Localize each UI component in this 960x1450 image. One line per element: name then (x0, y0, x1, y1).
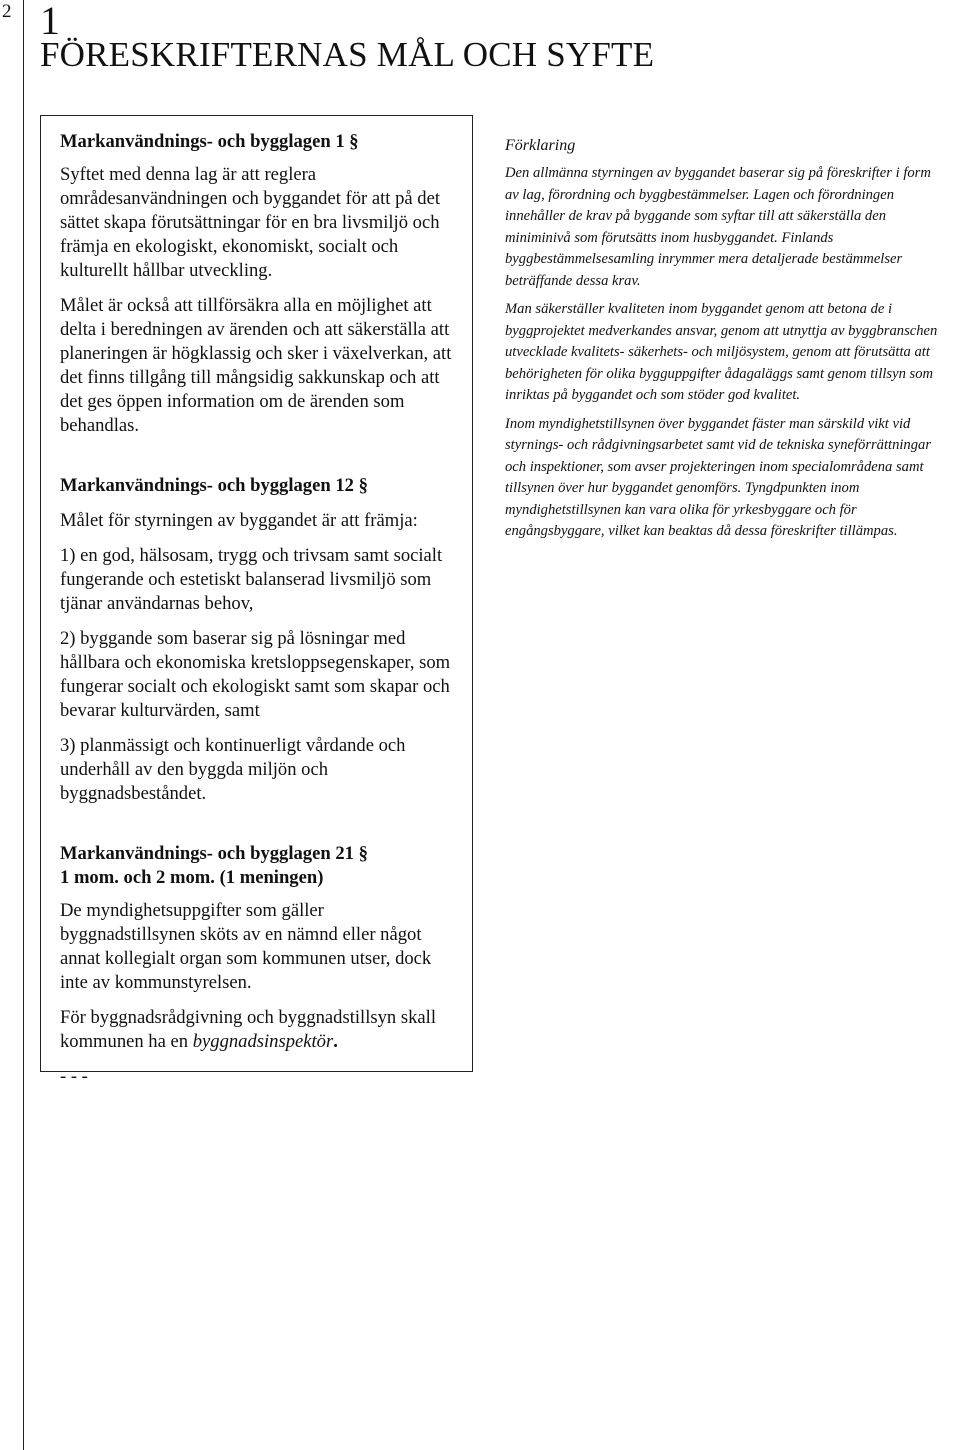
paragraph-end: . (333, 1031, 338, 1052)
commentary-paragraph: Man säkerställer kvaliteten inom byggandet genom att betona de i byggprojektet medverkandes ansvar, genom att utnyttja av byggbranschen utvecklade kvalitets- säkerhets- och miljösystem, genom att förutsätta att behörigheten för olika bygguppgifter ådagaläggs samt genom tillsyn som inriktas på byggandet och som stöder god kvalitet. (505, 301, 938, 403)
statute-paragraph: Målet för styrningen av byggandet är att främja: (60, 510, 418, 531)
section-heading: Markanvändnings- och bygglagen 1 § (60, 131, 359, 152)
emphasized-term: byggnadsinspektör (192, 1031, 334, 1052)
statute-paragraph: Syftet med denna lag är att reglera områdesanvändningen och byggandet för att på det sättet skapa förutsättningar för en bra livsmiljö och främja en ekologiskt, ekonomiskt, socialt och kulturellt hållbar utveckling. (60, 164, 441, 281)
section-subheading: 1 mom. och 2 mom. (1 meningen) (60, 867, 324, 888)
statute-box (40, 115, 473, 1087)
paragraph-text: För byggnadsrådgivning och byggnadstillsyn skall kommunen ha en (60, 1007, 436, 1052)
commentary-heading: Förklaring (505, 137, 576, 154)
chapter-title: FÖRESKRIFTERNAS MÅL OCH SYFTE (40, 35, 655, 74)
statute-section-12 (60, 474, 460, 806)
statute-section-1 (60, 130, 460, 438)
statute-list-item: 2) byggande som baserar sig på lösningar med hållbara och ekonomiska kretsloppsegenskaper, som fungerar socialt och ekologiskt samt som skapar och bevarar kulturvärden, samt (60, 628, 451, 721)
chapter-number: 1 (40, 0, 60, 43)
statute-paragraph: De myndighetsuppgifter som gäller byggnadstillsynen sköts av en nämnd eller något annat kollegialt organ som kommunen utser, dock inte av kommunstyrelsen. (60, 900, 432, 993)
statute-paragraph: Målet är också att tillförsäkra alla en möjlighet att delta i beredningen av ärenden och att säkerställa att planeringen är högklassig och sker i växelverkan, att det finns tillgång till mångsidig sakkunskap och att det ges öppen information om de ärenden som behandlas. (60, 295, 452, 436)
statute-list-item: 3) planmässigt och kontinuerligt vårdande och underhåll av den byggda miljön och byggnadsbeståndet. (60, 735, 406, 804)
statute-paragraph (60, 1006, 460, 1054)
statute-list-item: 1) en god, hälsosam, trygg och trivsam samt socialt fungerande och estetiskt balanserad livsmiljö som tjänar användarnas behov, (60, 545, 443, 614)
commentary-paragraph: Den allmänna styrningen av byggandet baserar sig på föreskrifter i form av lag, förordning och byggbestämmelser. Lagen och förordningen innehåller de krav på byggande som syftar till att säkerställa den miniminivå som förutsätts inom husbyggandet. Finlands byggbestämmelsesamling inrymmer mera detaljerade bestämmelser beträffande dessa krav. (505, 165, 931, 289)
section-heading: Markanvändnings- och bygglagen 21 § (60, 843, 368, 864)
margin-rule (23, 0, 24, 1450)
page-number: 2 (2, 1, 12, 22)
ellipsis-marker: - - - (60, 1066, 88, 1087)
section-heading: Markanvändnings- och bygglagen 12 § (60, 475, 368, 496)
commentary-column (505, 135, 945, 550)
statute-section-21 (60, 842, 460, 1089)
commentary-paragraph: Inom myndighetstillsynen över byggandet fäster man särskild vikt vid styrnings- och rådgivningsarbetet samt vid de tekniska syneförrättningar och inspektioner, som avser projekteringen inom specialområdena samt tillsynen över hur byggandet genomförs. Tyngdpunkten inom myndighetstillsynen kan vara olika för yrkesbyggare och för engångsbyggare, vilket kan beaktas då dessa föreskrifter tillämpas. (505, 415, 932, 539)
